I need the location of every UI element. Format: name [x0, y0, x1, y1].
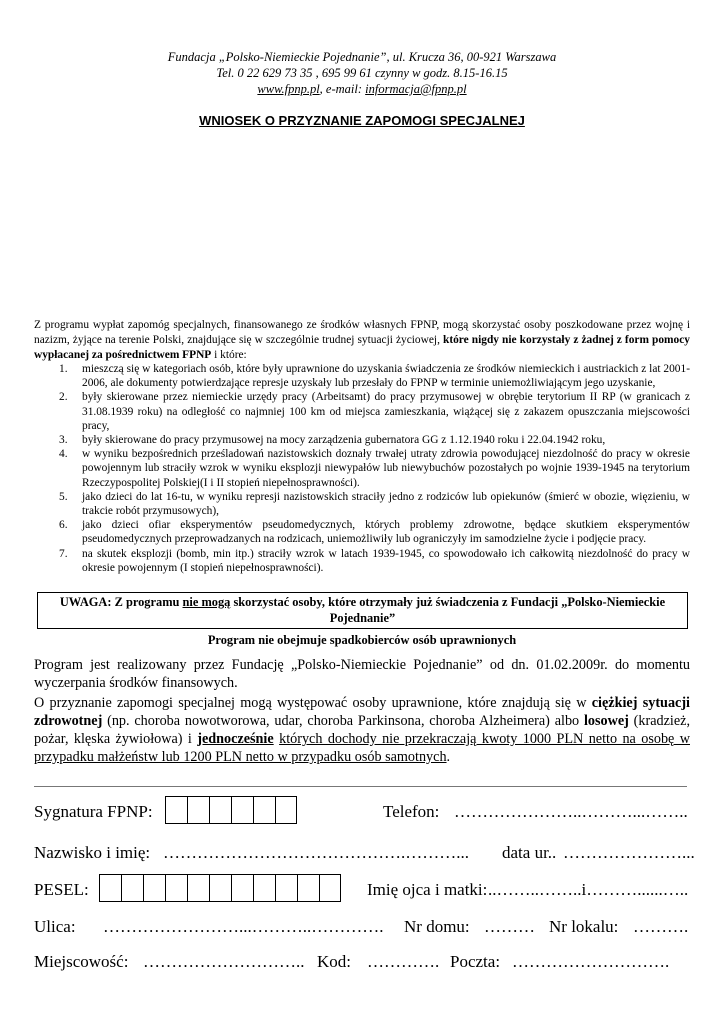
heirs-notice: Program nie obejmuje spadkobierców osób uprawnionych [207, 633, 517, 647]
nazwisko-field[interactable]: …………………………………….………... [163, 843, 469, 862]
list-item: 7. na skutek eksplozji (bomb, min itp.) straciły wzrok w latach 1939-1945, co spowodowało ich całkowitą niezdolność do pracy w okresie powojennym (I stopień niepełnosprawności). [59, 547, 690, 574]
sygnatura-label: Sygnatura FPNP: [34, 802, 153, 821]
nr-lokalu-field[interactable]: ………. [633, 917, 689, 936]
nr-domu-field[interactable]: ……… [484, 917, 535, 936]
poczta-field[interactable]: ………………………. [512, 952, 670, 971]
kod-label: Kod: [317, 952, 351, 971]
miejscowosc-field[interactable]: ……………………….. [143, 952, 305, 971]
telefon-label: Telefon: [383, 802, 440, 821]
email-link[interactable]: informacja@fpnp.pl [365, 82, 467, 96]
list-item: 3. były skierowane do pracy przymusowej na mocy zarządzenia gubernatora GG z 1.12.1940 roku i 22.04.1942 roku, [59, 434, 606, 447]
imie-rodzicow-label: Imię ojca i matki: [367, 880, 488, 899]
divider [34, 786, 687, 787]
pesel-label: PESEL: [34, 880, 89, 899]
nr-lokalu-label: Nr lokalu: [549, 917, 619, 936]
header-contact [0, 81, 724, 97]
list-item: 5. jako dzieci do lat 16-tu, w wyniku represji nazistowskich straciły jedno z rodziców lub opiekunów (śmierć w obozie, więzieniu, w trakcie robót przymusowych), [59, 490, 690, 518]
website-link[interactable]: www.fpnp.pl [257, 82, 320, 96]
header-address: Fundacja „Polsko-Niemieckie Pojednanie”, ul. Krucza 36, 00-921 Warszawa [167, 50, 557, 64]
program-paragraph: Program jest realizowany przez Fundację „Polsko-Niemieckie Pojednanie” od dn. 01.02.2009r. do momentu wyczerpania środków finansowych. [34, 657, 690, 691]
list-item: 2. były skierowane przez niemieckie urzędy pracy (Arbeitsamt) do pracy przymusowej w obrębie terytorium II RP (w granicach z 31.08.1939 roku) na odległość co najmniej 100 km od miejsca zamieszkania, wiążącej się z zakazem opuszczania miejscowości pracy, [59, 391, 690, 432]
nr-domu-label: Nr domu: [404, 917, 470, 936]
sygnatura-field[interactable] [165, 796, 297, 824]
nazwisko-label: Nazwisko i imię: [34, 843, 151, 862]
telefon-field[interactable]: …………………..………...…….. [454, 802, 688, 821]
email-prefix: , e-mail: [319, 82, 366, 96]
intro-paragraph: Z programu wypłat zapomóg specjalnych, finansowanego ze środków własnych FPNP, mogą skorzystać osoby poszkodowane przez wojnę i nazizm, żyjące na terenie Polski, znajdujące się w szczególnie trudnej sytuacji życiowej, które nigdy nie korzystały z żadnej z form pomocy wypłacanej za pośrednictwem FPNP i które: [34, 319, 690, 361]
list-item: 4. w wyniku bezpośrednich prześladowań nazistowskich doznały trwałej utraty zdrowia powodującej niezdolność do pracy w okresie powojennym lub straciły wzrok w wyniku eksplozji niewypałów lub niewybuchów pozostałych po wojnie 1939-1945 na terytorium Rzeczypospolitej Polskiej(I i II stopień niepełnosprawności). [59, 448, 690, 489]
miejscowosc-label: Miejscowość: [34, 952, 129, 971]
kod-field[interactable]: …………. [367, 952, 440, 971]
document-title: WNIOSEK O PRZYZNANIE ZAPOMOGI SPECJALNEJ [199, 113, 525, 128]
data-ur-label: data ur.. [502, 843, 557, 862]
ulica-field[interactable]: ……………………...………..…………. [103, 917, 384, 936]
list-item: 1. mieszczą się w kategoriach osób, które były uprawnione do uzyskania świadczenia ze środków niemieckich i austriackich z lat 2001-2006, ale dokumenty potwierdzające represje uzyskały lub przesłały do FPNP w terminie uniemożliwiającym jego uzyskanie, [59, 363, 690, 390]
imie-rodzicow-field[interactable]: ..……..……..i………......….. [488, 880, 689, 899]
poczta-label: Poczta: [450, 952, 501, 971]
eligibility-paragraph: O przyznanie zapomogi specjalnej mogą występować osoby uprawnione, które znajdują się w ciężkiej sytuacji zdrowotnej (np. choroba nowotworowa, udar, choroba Parkinsona, choroba Alzheimera) albo losowej (kradzież, pożar, klęska żywiołowa) i jednocześnie których dochody nie przekraczają kwoty 1000 PLN netto na osobę w przypadku małżeństw lub 1200 PLN netto w przypadku osób samotnych. [34, 695, 691, 765]
header-phone: Tel. 0 22 629 73 35 , 695 99 61 czynny w godz. 8.15-16.15 [216, 66, 508, 80]
criteria-list [34, 362, 690, 575]
list-item: 6. jako dzieci ofiar eksperymentów pseudomedycznych, których problemy zdrowotne, będące skutkiem eksperymentów pseudomedycznych przeprowadzanych na rodzicach, uniemożliwiły lub ograniczyły im samodzielne życie i podjęcie pracy. [59, 519, 690, 546]
data-ur-field[interactable]: …………………... [563, 843, 695, 862]
warning-box: UWAGA: Z programu nie mogą skorzystać osoby, które otrzymały już świadczenia z Fundacji „Polsko-Niemieckie Pojednanie” [37, 592, 688, 629]
pesel-field[interactable] [99, 874, 341, 902]
ulica-label: Ulica: [34, 917, 76, 936]
